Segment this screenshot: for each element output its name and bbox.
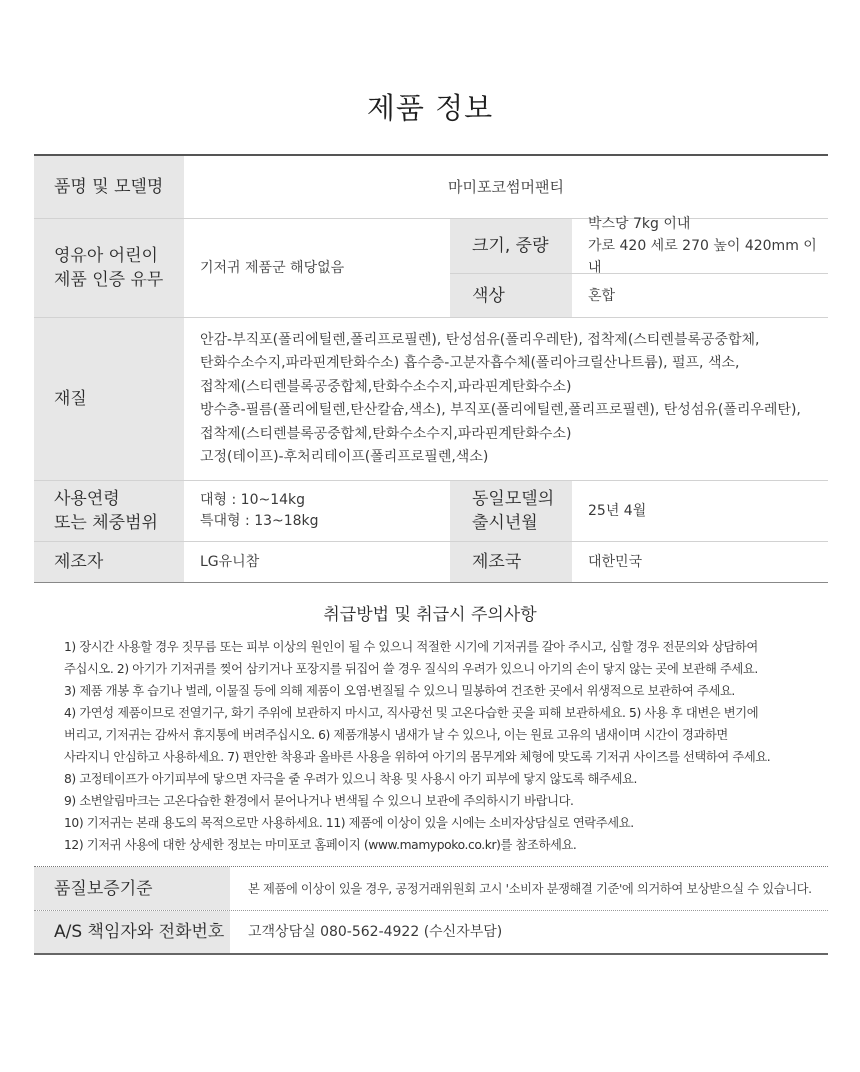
row-quality xyxy=(34,867,828,910)
as-value: 고객상담실 080-562-4922 (수신자부담) xyxy=(248,924,503,940)
quality-value: 본 제품에 이상이 있을 경우, 공정거래위원회 고시 '소비자 분쟁해결 기준'에 의거하여 보상받으실 수 있습니다. xyxy=(248,881,812,896)
age-label: 사용연령 또는 체중범위 xyxy=(34,481,184,541)
certification-value: 기저귀 제품군 해당없음 xyxy=(200,260,345,276)
release-label: 동일모델의 출시년월 xyxy=(450,481,572,541)
size-weight-label: 크기, 중량 xyxy=(450,219,572,273)
care-line: 9) 소변알림마크는 고온다습한 환경에서 묻어나거나 변색될 수 있으니 보관에 주의하시기 바랍니다. xyxy=(64,794,574,808)
maker-label: 제조자 xyxy=(34,542,184,582)
care-line: 3) 제품 개봉 후 습기나 벌레, 이물질 등에 의해 제품이 오염·변질될 수 있으니 밀봉하여 건조한 곳에서 위생적으로 보관하여 주세요. xyxy=(64,684,735,698)
care-instructions xyxy=(64,636,824,856)
care-line: 1) 장시간 사용할 경우 짓무름 또는 피부 이상의 원인이 될 수 있으니 적절한 시기에 기저귀를 갈아 주시고, 심할 경우 전문의와 상담하여 xyxy=(64,640,758,654)
as-label: A/S 책임자와 전화번호 xyxy=(34,911,230,953)
country-label: 제조국 xyxy=(450,542,572,582)
color-value: 혼합 xyxy=(588,287,616,304)
row-product-name xyxy=(34,156,828,218)
row-color xyxy=(450,273,828,317)
material-label: 재질 xyxy=(34,318,184,480)
product-name-value: 마미포코썸머팬티 xyxy=(448,178,564,196)
product-name-label: 품명 및 모델명 xyxy=(34,156,184,218)
material-value: 안감-부직포(폴리에틸렌,폴리프로필렌), 탄성섬유(폴리우레탄), 접착제(스티렌블록공중합체, 탄화수소수지,파라핀계탄화수소) 흡수층-고분자흡수체(폴리아크릴산나트륨), 펄프, 색소, 접착제(스티렌블록공중합체,탄화수소수지,파라핀계탄화수소) 방수층-필름(폴리에틸렌,탄산칼슘,색소), 부직포(폴리에틸렌,폴리프로필렌), 탄성섬유(폴리우레탄), 접착제(스티렌블록공중합체,탄화수소수지,파라핀계탄화수소) 고정(테이프)-후처리테이프(폴리프로필렌,색소) xyxy=(200,331,801,465)
row-material xyxy=(34,317,828,480)
care-line: 12) 기저귀 사용에 대한 상세한 정보는 마미포코 홈페이지 (www.mamypoko.co.kr)를 참조하세요. xyxy=(64,838,577,852)
country-value: 대한민국 xyxy=(588,554,643,570)
maker-value: LG유니참 xyxy=(200,554,260,570)
page-title: 제품 정보 xyxy=(366,91,494,125)
color-label: 색상 xyxy=(450,274,572,317)
row-as xyxy=(34,910,828,953)
row-certification xyxy=(34,218,828,317)
row-maker-country xyxy=(34,541,828,582)
certification-label: 영유아 어린이 제품 인증 유무 xyxy=(34,219,184,317)
product-info-table xyxy=(34,154,828,583)
age-value: 대형 : 10~14kg 특대형 : 13~18kg xyxy=(200,492,319,529)
release-value: 25년 4월 xyxy=(588,503,647,519)
care-line: 4) 가연성 제품이므로 전열기구, 화기 주위에 보관하지 마시고, 직사광선 및 고온다습한 곳을 피해 보관하세요. 5) 사용 후 대변은 변기에 xyxy=(64,706,759,720)
care-line: 10) 기저귀는 본래 용도의 목적으로만 사용하세요. 11) 제품에 이상이 있을 시에는 소비자상담실로 연락주세요. xyxy=(64,816,634,830)
care-line: 버리고, 기저귀는 감싸서 휴지통에 버려주십시오. 6) 제품개봉시 냄새가 날 수 있으나, 이는 원료 고유의 냄새이며 시간이 경과하면 xyxy=(64,728,728,742)
care-section-title: 취급방법 및 취급시 주의사항 xyxy=(323,605,537,625)
care-line: 사라지니 안심하고 사용하세요. 7) 편안한 착용과 올바른 사용을 위하여 아기의 몸무게와 체형에 맞도록 기저귀 사이즈를 선택하여 주세요. xyxy=(64,750,771,764)
care-line: 주십시오. 2) 아기가 기저귀를 찢어 삼키거나 포장지를 뒤집어 쓸 경우 질식의 우려가 있으니 아기의 손이 닿지 않는 곳에 보관해 주세요. xyxy=(64,662,758,676)
row-size-weight xyxy=(450,216,828,276)
care-line: 8) 고정테이프가 아기피부에 닿으면 자극을 줄 우려가 있으니 착용 및 사용시 아기 피부에 닿지 않도록 해주세요. xyxy=(64,772,638,786)
size-weight-value: 박스당 7kg 이내 가로 420 세로 270 높이 420mm 이내 xyxy=(588,216,817,276)
row-age-release xyxy=(34,480,828,541)
quality-as-table xyxy=(34,866,828,955)
size-color-group xyxy=(450,216,828,317)
quality-label: 품질보증기준 xyxy=(34,867,230,910)
